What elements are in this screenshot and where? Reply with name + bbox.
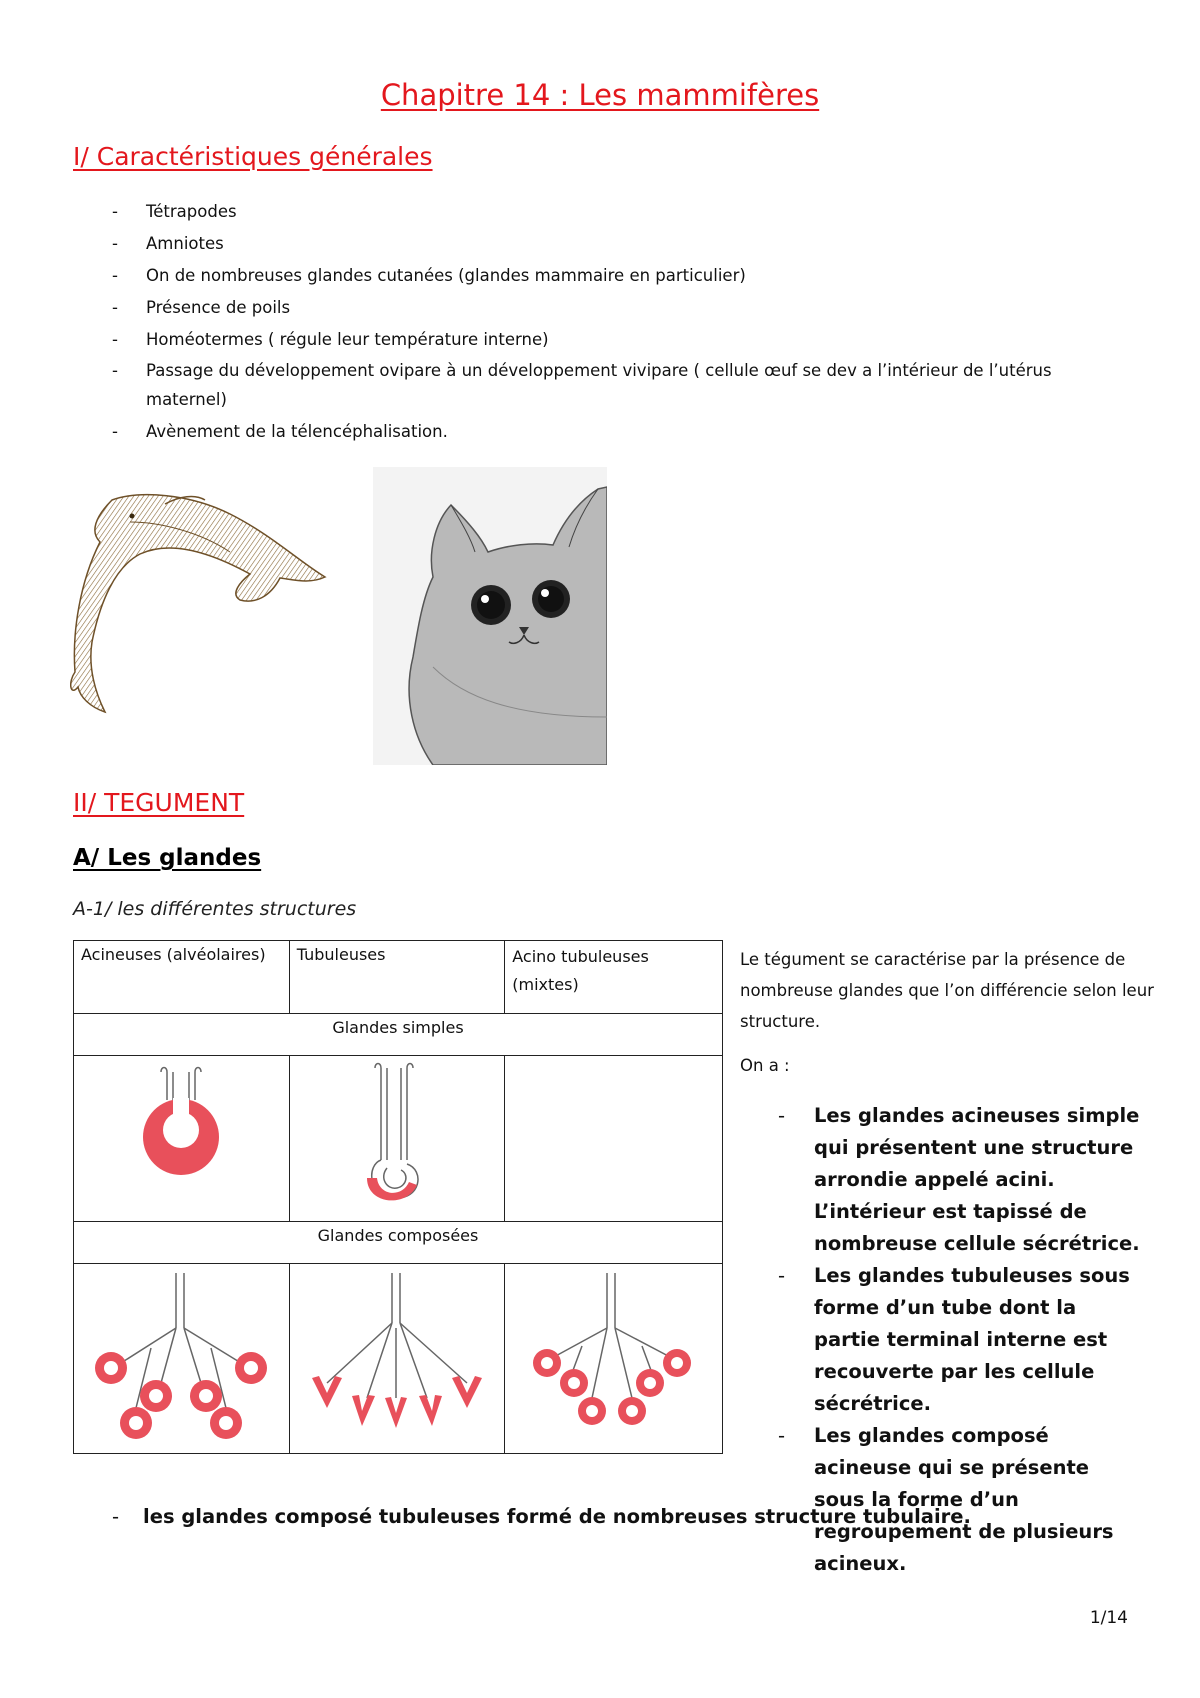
list-item: - Passage du développement ovipare à un développement vivipare ( cellule œuf se dev a l’intérieur de l’utérus maternel) xyxy=(112,361,1052,409)
table-row-label: Glandes simples xyxy=(74,1014,723,1056)
list-item: - Avènement de la télencéphalisation. xyxy=(112,422,448,441)
characteristics-list xyxy=(73,196,1136,448)
simple-acinous-gland-figure xyxy=(74,1056,290,1222)
side-intro: Le tégument se caractérise par la présence de nombreuse glandes que l’on différencie selon leur structure. xyxy=(740,950,1154,1031)
page-number: 1/14 xyxy=(1089,1608,1128,1628)
list-item: - Tétrapodes xyxy=(112,202,237,221)
compound-tubular-gland-figure xyxy=(289,1264,505,1454)
compound-acinous-gland-figure xyxy=(74,1264,290,1454)
side-description xyxy=(740,944,1160,1580)
table-header-cell: Tubuleuses xyxy=(289,941,505,1014)
list-item: - Homéotermes ( régule leur température interne) xyxy=(112,330,549,349)
subsection-a1-heading: A-1/ les différentes structures xyxy=(73,898,357,920)
glands-table xyxy=(73,940,723,1454)
cat-illustration xyxy=(373,467,607,765)
section-1-heading: I/ Caractéristiques générales xyxy=(73,142,433,171)
compound-mixed-gland-figure xyxy=(505,1264,723,1454)
section-2-heading: II/ TEGUMENT xyxy=(73,788,245,817)
list-item: - On de nombreuses glandes cutanées (glandes mammaire en particulier) xyxy=(112,266,746,285)
table-header-cell: Acino tubuleuses (mixtes) xyxy=(505,941,723,1014)
page-title: Chapitre 14 : Les mammifères xyxy=(380,78,820,112)
list-item: - Amniotes xyxy=(112,234,224,253)
list-item: - Les glandes tubuleuses sous forme d’un tube dont la partie terminal interne est recouverte par les cellule sécrétrice. xyxy=(778,1264,1130,1415)
simple-mixed-gland-empty xyxy=(505,1056,723,1222)
list-item: - Présence de poils xyxy=(112,298,291,317)
last-list-item: - les glandes composé tubuleuses formé de nombreuses structure tubulaire. xyxy=(112,1505,971,1528)
subsection-a-heading: A/ Les glandes xyxy=(73,845,262,871)
list-item: - Les glandes composé acineuse qui se présente sous la forme d’un regroupement de plusieurs acineux. xyxy=(778,1424,1114,1575)
simple-tubular-gland-figure xyxy=(289,1056,505,1222)
table-header-cell: Acineuses (alvéolaires) xyxy=(74,941,290,1014)
table-row-label: Glandes composées xyxy=(74,1222,723,1264)
dolphin-illustration xyxy=(70,482,350,722)
list-item: - Les glandes acineuses simple qui présentent une structure arrondie appelé acini. L’intérieur est tapissé de nombreuse cellule sécrétrice. xyxy=(778,1104,1140,1255)
side-on-a: On a : xyxy=(740,1056,790,1075)
